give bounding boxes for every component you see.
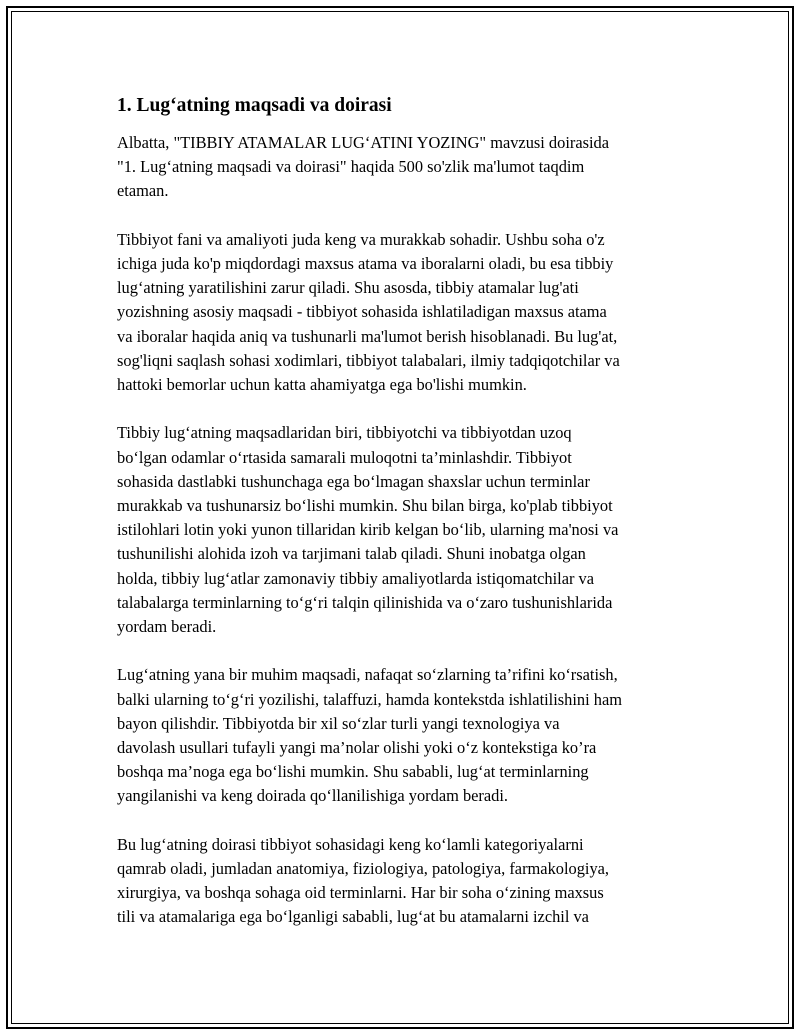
text-line: tushunilishi alohida izoh va tarjimani talab qiladi. Shuni inobatga olgan (117, 544, 586, 564)
paragraph-medicine-field (117, 228, 692, 397)
text-line: sog'liqni saqlash sohasi xodimlari, tibbiyot talabalari, ilmiy tadqiqotchilar va (117, 350, 620, 370)
text-line: hattoki bemorlar uchun katta ahamiyatga ega bo'lishi mumkin. (117, 375, 527, 395)
text-line: yordam beradi. (117, 617, 217, 637)
text-line: qamrab oladi, jumladan anatomiya, fiziologiya, patologiya, farmakologiya, (117, 859, 610, 879)
text-line: Albatta, "TIBBIY ATAMALAR LUG‘ATINI YOZING" mavzusi doirasida (117, 133, 610, 152)
text-line: balki ularning to‘g‘ri yozilishi, talaffuzi, hamda kontekstda ishlatilishini ham (117, 689, 622, 709)
paragraph-spelling-usage (117, 663, 692, 808)
text-line: yozishning asosiy maqsadi - tibbiyot sohasida ishlatiladigan maxsus atama (117, 302, 607, 322)
text-line: yangilanishi va keng doirada qo‘llanilishiga yordam beradi. (117, 786, 508, 806)
text-line: ichiga juda ko'p miqdordagi maxsus atama va iboralarni oladi, bu esa tibbiy (117, 254, 614, 273)
paragraph-scope (117, 833, 692, 930)
paragraph-intro (117, 131, 692, 204)
text-line: istilohlari lotin yoki yunon tillaridan kirib kelgan bo‘lib, ularning ma'nosi va (117, 520, 619, 540)
text-line: talabalarga terminlarning to‘g‘ri talqin qilinishida va o‘zaro tushunishlarida (117, 592, 613, 612)
text-line: Lug‘atning yana bir muhim maqsadi, nafaqat so‘zlarning ta’rifini ko‘rsatish, (117, 665, 618, 685)
paragraph-communication (117, 421, 692, 639)
document-body (117, 93, 692, 954)
text-line: tili va atamalariga ega bo‘lganligi sababli, lug‘at bu atamalarni izchil va (117, 907, 589, 927)
text-line: xirurgiya, va boshqa sohaga oid terminlarni. Har bir soha o‘zining maxsus (117, 883, 604, 903)
text-line: davolash usullari tufayli yangi ma’nolar olishi yoki o‘z kontekstiga ko’ra (117, 738, 597, 758)
text-line: va iboralar haqida aniq va tushunarli ma'lumot berish hisoblanadi. Bu lug'at, (117, 326, 618, 346)
section-heading: 1. Lug‘atning maqsadi va doirasi (117, 95, 392, 116)
text-line: "1. Lug‘atning maqsadi va doirasi" haqida 500 so'zlik ma'lumot taqdim (117, 157, 585, 177)
text-line: Tibbiy lug‘atning maqsadlaridan biri, tibbiyotchi va tibbiyotdan uzoq (117, 423, 572, 443)
text-line: murakkab va tushunarsiz bo‘lishi mumkin. Shu bilan birga, ko'plab tibbiyot (117, 496, 613, 516)
text-line: etaman. (117, 181, 169, 201)
text-line: sohasida dastlabki tushunchaga ega bo‘lmagan shaxslar uchun terminlar (117, 471, 590, 491)
text-line: lug‘atning yaratilishini zarur qiladi. Shu asosda, tibbiy atamalar lug'ati (117, 278, 579, 298)
text-line: bayon qilishdir. Tibbiyotda bir xil so‘zlar turli yangi texnologiya va (117, 713, 560, 733)
text-line: Tibbiyot fani va amaliyoti juda keng va murakkab sohadir. Ushbu soha o'z (117, 229, 605, 249)
text-line: holda, tibbiy lug‘atlar zamonaviy tibbiy amaliyotlarda istiqomatchilar va (117, 568, 595, 588)
text-line: Bu lug‘atning doirasi tibbiyot sohasidagi keng ko‘lamli kategoriyalarni (117, 834, 584, 854)
text-line: boshqa ma’noga ega bo‘lishi mumkin. Shu sababli, lug‘at terminlarning (117, 762, 589, 782)
text-line: bo‘lgan odamlar o‘rtasida samarali muloqotni ta’minlashdir. Tibbiyot (117, 447, 572, 467)
